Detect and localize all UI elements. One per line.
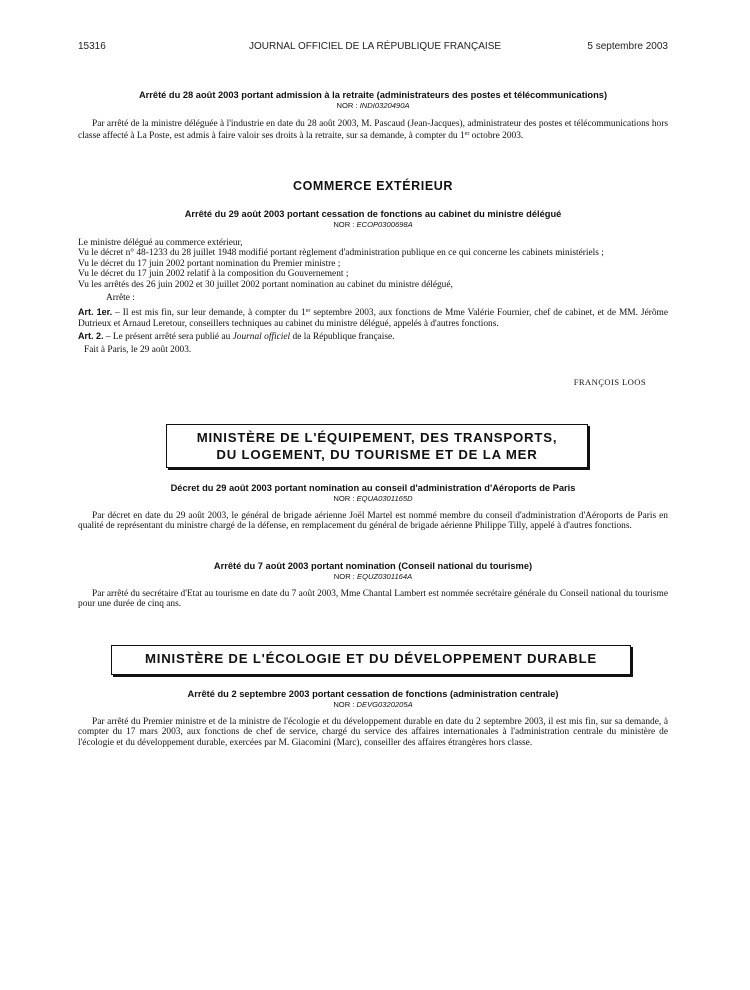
arrete-cabinet (78, 208, 668, 355)
decret-aeroports-body: Par décret en date du 29 août 2003, le général de brigade aérienne Joël Martel est nommé membre du conseil d'administration d'Aéroports de Paris en qualité de représentant du ministre chargé de la défense, en remplacement du général de brigade aérienne Philippe Tilly, appelé à d'autres fonctions. (78, 511, 668, 532)
arrete-administration-nor: NOR : DEVG0320205A (333, 700, 413, 709)
section-ministere-ecologie: MINISTÈRE DE L'ÉCOLOGIE ET DU DÉVELOPPEMENT DURABLE (111, 645, 631, 675)
arrete-cabinet-nor: NOR : ECOP0300698A (333, 220, 413, 229)
arrete-administration (78, 688, 668, 748)
nor-code: ECOP0300698A (356, 220, 413, 229)
article-2-label: Art. 2. (78, 331, 104, 342)
arrete-administration-body: Par arrêté du Premier ministre et de la ministre de l'écologie et du développement durable en date du 2 septembre 2003, il est mis fin, sur sa demande, à compter du 17 mars 2003, aux fonctions de chef de service, chargé du service des affaires internationales à l'administration centrale du ministère de l'écologie et du développement durable, exercées par M. Giacomini (Marc), conseiller des affaires étrangères hors classe. (78, 717, 668, 748)
visa-line: Vu le décret du 17 juin 2002 relatif à la composition du Gouvernement ; (78, 269, 349, 280)
arrete-tourisme-nor: NOR : EQUZ0301164A (333, 572, 413, 581)
arrete-tourisme-body: Par arrêté du secrétaire d'Etat au tourisme en date du 7 août 2003, Mme Chantal Lambert est nommée secrétaire générale du Conseil national du tourisme pour une durée de cinq ans. (78, 589, 668, 610)
nor-code: EQUZ0301164A (357, 572, 413, 581)
journal-title: JOURNAL OFFICIEL DE LA RÉPUBLIQUE FRANÇAISE (248, 41, 502, 52)
article-2: Art. 2. – Le présent arrêté sera publié au Journal officiel de la République française. (78, 331, 395, 343)
page-number: 15316 (78, 41, 106, 52)
section-line: DU LOGEMENT, DU TOURISME ET DE LA MER (216, 447, 538, 462)
section-ministere-equipement (166, 424, 588, 468)
visas (78, 238, 668, 290)
arrete-retraite-body: Par arrêté de la ministre déléguée à l'industrie en date du 28 août 2003, M. Pascaud (Jean-Jacques), administrateur des postes et télécommunications hors classe affecté à La Poste, est admis à faire valoir ses droits à la retraite, sur sa demande, à compter du 1er octobre 2003. (78, 119, 668, 142)
visa-line: Vu le décret n° 48-1233 du 28 juillet 1948 modifié portant règlement d'administration publique en ce qui concerne les cabinets ministériels ; (78, 248, 604, 259)
decret-aeroports-title: Décret du 29 août 2003 portant nomination au conseil d'administration d'Aéroports de Paris (170, 483, 576, 493)
arrete-cabinet-title: Arrêté du 29 août 2003 portant cessation de fonctions au cabinet du ministre délégué (184, 209, 562, 219)
arrete-tourisme (78, 560, 668, 610)
arrete-administration-title: Arrêté du 2 septembre 2003 portant cessation de fonctions (administration centrale) (187, 689, 559, 699)
section-line: MINISTÈRE DE L'ÉQUIPEMENT, DES TRANSPORTS, (196, 430, 558, 445)
arrete-tourisme-title: Arrêté du 7 août 2003 portant nomination (Conseil national du tourisme) (213, 561, 533, 571)
visa-line: Le ministre délégué au commerce extérieur, (78, 238, 243, 248)
nor-code: EQUA0301165D (356, 494, 413, 503)
article-1: Art. 1er. – Il est mis fin, sur leur demande, à compter du 1er septembre 2003, aux fonctions de Mme Valérie Fournier, chef de cabinet, et de MM. Jérôme Dutrieux et Arnaud Leretour, conseillers techniques au cabinet du ministre délégué, appelés à d'autres fonctions. (78, 307, 668, 329)
decret-aeroports-nor: NOR : EQUA0301165D (333, 494, 413, 503)
arrete-retraite-nor: NOR : INDI0320490A (336, 101, 410, 110)
article-1-label: Art. 1er. (78, 307, 113, 318)
fait-a-paris: Fait à Paris, le 29 août 2003. (84, 344, 192, 355)
section-commerce-exterieur: COMMERCE EXTÉRIEUR (292, 179, 454, 193)
arrete-word: Arrête : (106, 293, 135, 304)
signature: FRANÇOIS LOOS (573, 377, 646, 387)
issue-date: 5 septembre 2003 (587, 41, 668, 52)
nor-code: INDI0320490A (359, 101, 410, 110)
visa-line: Vu les arrêtés des 26 juin 2002 et 30 juillet 2002 portant nomination au cabinet du ministre délégué, (78, 279, 453, 290)
visa-line: Vu le décret du 17 juin 2002 portant nomination du Premier ministre ; (78, 258, 341, 269)
arrete-retraite-title: Arrêté du 28 août 2003 portant admission à la retraite (administrateurs des postes et télécommunications) (138, 90, 608, 100)
nor-code: DEVG0320205A (356, 700, 413, 709)
decret-aeroports (78, 482, 668, 532)
arrete-retraite (78, 89, 668, 142)
